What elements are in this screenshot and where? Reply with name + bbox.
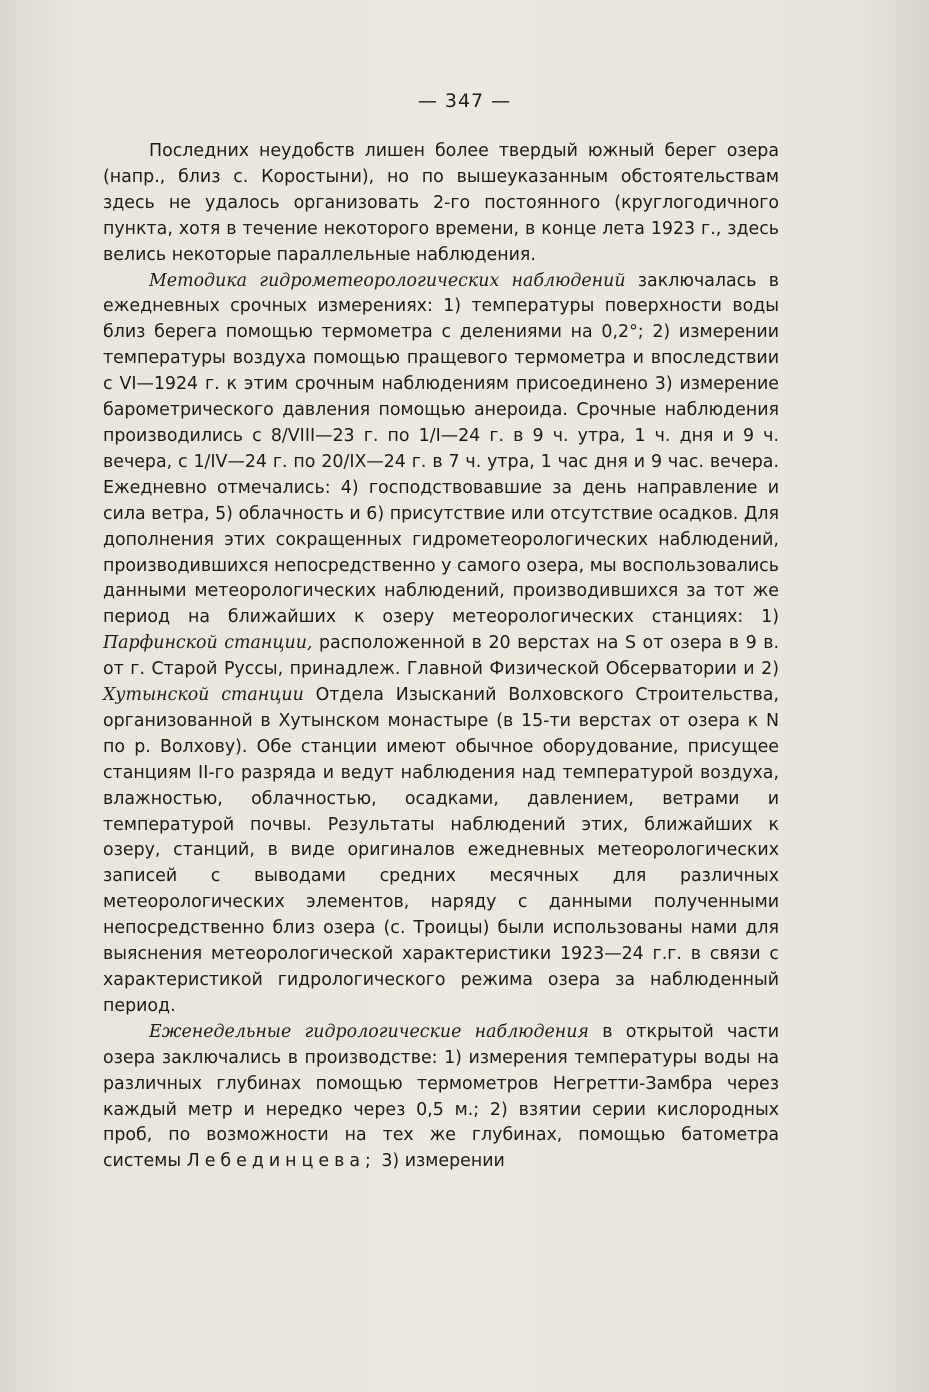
paragraph-text: заключалась в ежедневных срочных измерениях: 1) температуры поверхности воды близ берега помощью термометра с делениями на 0,2°; 2) измерении температуры воздуха помощью пращевого термометра и впоследствии с VI—1924 г. к этим срочным наблюдениям присоединено 3) измерение барометрического давления помощью анероида. Срочные наблюдения производились с 8/VIII—23 г. по 1/I—24 г. в 9 ч. утра, 1 ч. дня и 9 ч. вечера, с 1/IV—24 г. по 20/IX—24 г. в 7 ч. утра, 1 час дня и 9 час. вечера. Ежедневно отмечались: 4) господствовавшие за день направление и сила ветра, 5) облачность и 6) присутствие или отсутствие осадков. Для дополнения этих сокращенных гидрометеорологических наблюдений, производившихся непосредственно у самого озера, мы воспользовались данными метеорологических наблюдений, производившихся за тот же период на ближайших к озеру метеорологических станциях: 1) [103, 270, 779, 628]
paragraph-text: Последних неудобств лишен более твердый южный берег озера (напр., близ с. Коростыни), но по вышеуказанным обстоятельствам здесь не удалось организовать 2-го постоянного (круглогодичного пункта, хотя в течение некоторого времени, в конце лета 1923 г., здесь велись некоторые параллельные наблюдения. [103, 141, 779, 265]
paragraph-shore-note [103, 139, 779, 269]
paragraph-methodology [103, 269, 779, 1020]
lebedintsev-name: Лебединцева; [186, 1151, 376, 1172]
khutyn-station-name: Хутынской станции [103, 685, 304, 706]
paragraph-text: расположенной в 20 верстах на S от озера в 9 в. от г. Старой Руссы, принадлеж. Главной Физической Обсерватории и 2) [103, 633, 779, 680]
parfino-station-name: Парфинской станции, [103, 633, 313, 654]
weekly-observations-heading: Еженедельные гидрологические наблюдения [149, 1021, 589, 1042]
paragraph-text: Отдела Изысканий Волховского Строительства, организованной в Хутынском монастыре (в 15-ти верстах от озера к N по р. Волхову). Обе станции имеют обычное оборудование, присущее станциям II-го разряда и ведут наблюдения над температурой воздуха, влажностью, облачностью, осадками, давлением, ветрами и температурой почвы. Результаты наблюдений этих, ближайших к озеру, станций, в виде оригиналов ежедневных метеорологических записей с выводами средних месячных для различных метеорологических элементов, наряду с данными полученными непосредственно близ озера (с. Троицы) были использованы нами для выяснения метеорологической характеристики 1923—24 г.г. в связи с характеристикой гидрологического режима озера за наблюденный период. [103, 685, 779, 1016]
methodology-heading: Методика гидрометеорологических наблюдений [149, 270, 626, 291]
paragraph-text: в открытой части озера заключались в производстве: 1) измерения температуры воды на различных глубинах помощью термометров Негретти-Замбра через каждый метр и нередко через 0,5 м.; 2) взятии серии кислородных проб, по возможности на тех же глубинах, помощью батометра системы [103, 1021, 779, 1172]
paragraph-weekly-observations [103, 1020, 779, 1175]
body-text [103, 139, 779, 1175]
page-number: — 347 — [417, 90, 512, 112]
paragraph-text: 3) измерении [375, 1151, 505, 1172]
